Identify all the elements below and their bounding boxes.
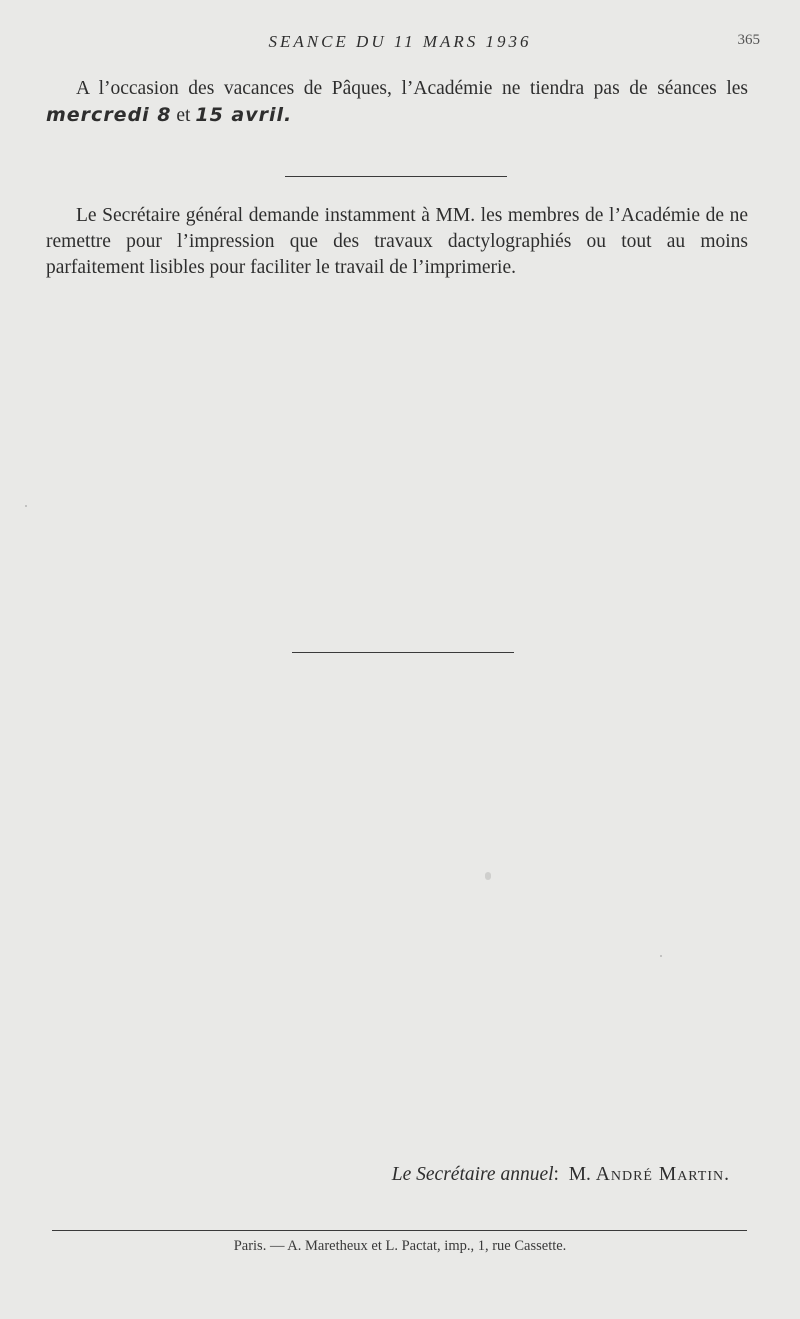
paper-speck [660,955,662,957]
separator-rule-1 [285,176,507,177]
paragraph-typescript-request: Le Secrétaire général demande instamment à MM. les membres de l’Académie de ne remettre pour l’impression que des travaux dactylographiés ou tout au moins parfaitement lisibles pour faciliter le travail de l’imprimerie. [46,205,748,278]
page-number: 365 [737,32,760,48]
footer-rule [52,1230,747,1231]
date-15-avril: 15 avril. [195,104,293,126]
conjunction-et: et [176,105,191,126]
signature-name: André Martin. [595,1164,730,1185]
paper-speck [25,505,27,507]
signature-line [392,1164,730,1186]
printer-imprint: Paris. — A. Maretheux et L. Pactat, imp., 1, rue Cassette. [233,1238,567,1254]
signature-colon: : [553,1164,559,1185]
running-head: SEANCE DU 11 MARS 1936 [268,32,532,51]
paragraph-easter-notice [46,76,748,129]
paper-speck [485,872,491,880]
page-header [0,30,800,56]
separator-rule-2 [292,652,514,653]
signature-prefix: M. [568,1164,591,1185]
date-mercredi-8: mercredi 8 [46,104,172,126]
paragraph-easter-text: A l’occasion des vacances de Pâques, l’Académie ne tiendra pas de séances les [76,78,748,99]
signature-title: Le Secrétaire annuel [391,1164,554,1185]
